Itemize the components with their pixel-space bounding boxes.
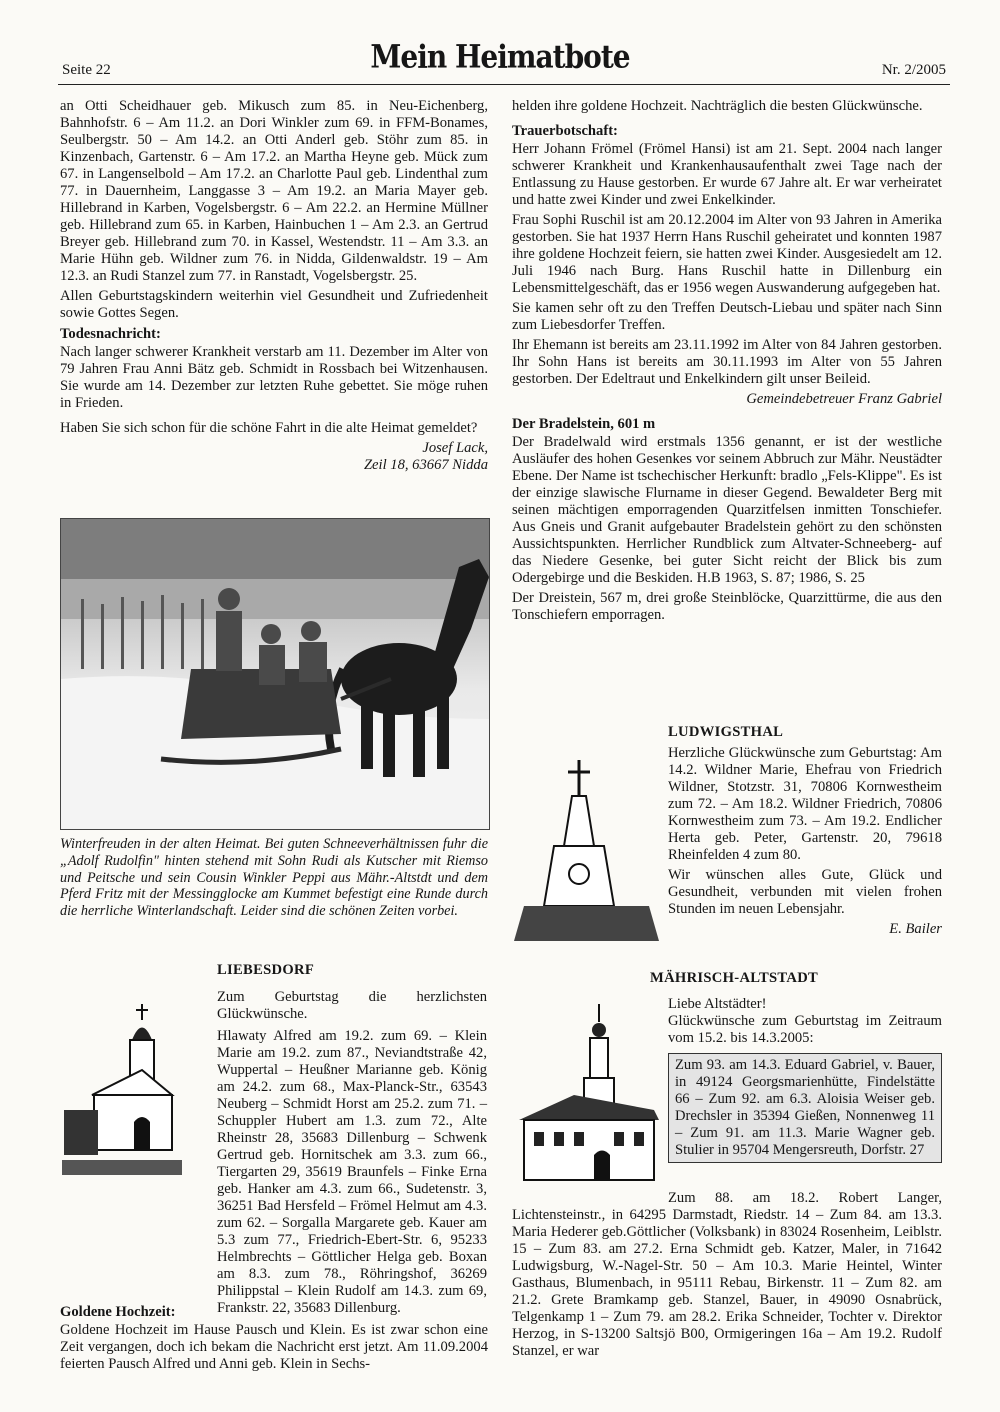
bradelstein-text: Der Bradelwald wird erstmals 1356 genannt, er ist der westliche Ausläufer des hohen Gesenkes vor seinem Abbruch zur Mähr. Neustädter Ebene. Der Name ist tschechischer Herkunft: bradlo „Fels-Klippe". Es ist der einzige slawische Flurname in dieser Gegend. Bewaldeter Berg mit seinen mächtigen emporragenden Quarzitfelsen inmitten Tonschiefer. Aus Gneis und Granit aufgebauter Bradelstein gehört zu den schönsten Aussichtspunkten. Herrlicher Rundblick zum Altvater-Schneeberg- auf das Niedere Gesenke, bei guter Sicht reicht der Blick bis zum Odergebirge und die Beskiden. H.B 1963, S. 87; 1986, S. 25 xyxy=(512,434,942,586)
liebesdorf-list: Hlawaty Alfred am 19.2. zum 69. – Klein Marie am 19.2. zum 87., Neviandtstraße 42, Wuppertal – Heußner Marianne geb. König am 24.2. zum 68., Max-Planck-Str., 63543 Neuberg – Schmidt Horst am 25.2. zum 71. – Schuppler Hubert am 1.3. zum 72., Alte Rheinstr 28, 35683 Dillenburg – Schwenk Gertrud geb. Hornitschek am 3.3. zum 66., Tiergarten 29, 35619 Braunfels – Finke Erna geb. Hanker am 4.3. zum 66., Sudetenstr. 3, 36251 Bad Hersfeld – Frömel Helmut am 4.3. zum 62. – Sorgalla Margarete geb. Kauer am 5.3 zum 77., Friedrich-Ebert-Str. 6, 95233 Helmbrechts – Göttlicher Helga geb. Boxan am 8.3. zum 78., Röhringshof, 36269 Philippstal – Klein Rudolf am 14.3. zum 69, Frankstr. 22, 35683 Dillenburg. xyxy=(217,1028,487,1316)
maehrisch-birthday-list: Zum 88. am 18.2. Robert Langer, Lichtensteinstr., in 64295 Darmstadt, Riedstr. 14 – Zum 84. am 13.3. Maria Hederer geb.Göttlicher (Volksbank) in 83024 Rosenheim, Leiblstr. 15 – Zum 83. am 27.2. Erna Schmidt geb. Katzer, Maler, in 71642 Ludwigsburg, W.-Nagel-Str. 50 – Am 10.3. Marie Heintel, Winter Gasthaus, Blumenbach, in 95111 Rebau, Birkenstr. 11 – Zum 82. am 21.2. Grete Bramkamp geb. Stanzel, Bauer, in 49090 Osnabrück, Telgenkamp 1 – Zum 79. am 28.2. Erika Schneider, Tochter v. Direktor Herzog, in S-13200 Saltsjö B00, Ormigeringen 16a – Am 19.2. Rudolf Stanzel, er war xyxy=(512,1190,942,1359)
mourning-frömel: Herr Johann Frömel (Frömel Hansi) ist am 21. Sept. 2004 nach langer schwerer Krankheit und Krankenhausaufenthalt zwei Tage nach der Entlassung zu Hause gestorben. Er wurde 67 Jahre alt. Er war verheiratet und hatte zwei Kinder und zwei Enkelkinder. xyxy=(512,141,942,208)
ludwigsthal-section xyxy=(668,724,942,938)
page-number: Seite 22 xyxy=(62,62,111,78)
maehrisch-highlight-box: Zum 93. am 14.3. Eduard Gabriel, v. Bauer, in 49124 Georgsmarienhütte, Findelstätte 66 – Zum 92. am 6.3. Aloisia Weiser geb. Drechsler in 35394 Gießen, Nonnenweg 11 – Zum 91. am 11.3. Marie Wagner geb. Stulier in 95704 Mengersreuth, Dorfstr. 27 xyxy=(668,1053,942,1163)
mourning-heading: Trauerbotschaft: xyxy=(512,123,618,139)
dreistein-text: Der Dreistein, 567 m, drei große Steinblöcke, Quarzittürme, die aus den Tonschiefern emporragen. xyxy=(512,590,942,623)
mourning-meetings: Sie kamen sehr oft zu den Treffen Deutsch-Liebau und später nach Sinn zum Liebesdorfer Treffen. xyxy=(512,300,942,333)
liebesdorf-intro: Zum Geburtstag die herzlichsten Glückwünsche. xyxy=(217,989,487,1022)
golden-wedding-heading: Goldene Hochzeit: xyxy=(60,1304,176,1320)
winter-sleigh-photo xyxy=(60,518,490,830)
header-rule xyxy=(58,84,950,85)
sleigh-photo-illustration xyxy=(61,519,489,829)
death-notice-text: Nach langer schwerer Krankheit verstarb am 11. Dezember im Alter von 79 Jahren Frau Anni Bätz geb. Schmidt in Rossbach bei Witzenhausen. Sie wurde am 14. Dezember zur letzten Ruhe gebettet. Sie möge ruhen in Frieden. xyxy=(60,344,488,411)
golden-wedding-continued: helden ihre goldene Hochzeit. Nachträglich die besten Glückwünsche. xyxy=(512,98,923,114)
issue-number: Nr. 2/2005 xyxy=(881,62,946,78)
ludwigsthal-title: LUDWIGSTHAL xyxy=(668,724,784,740)
liebesdorf-list-narrow xyxy=(217,1028,487,1317)
mourning-ruschil: Frau Sophi Ruschil ist am 20.12.2004 im Alter von 93 Jahren in Amerika gestorben. Sie hat 1937 Herrn Hans Ruschil geheiratet und konnten 1987 ihre goldene Hochzeit feiern, sie hatten zwei Kinder. Ausgesiedelt am 12. Juli 1946 nach Burg. Hans Ruschil hatte in Dillenburg ein Lebensmittelgeschäft, das er 1956 wegen Auswanderung aufgegeben hat. xyxy=(512,212,942,296)
liebesdorf-title: LIEBESDORF xyxy=(217,962,315,978)
maehrisch-altstadt-title-wrap xyxy=(650,970,942,987)
masthead-title: Mein Heimatbote xyxy=(370,37,630,76)
maehrisch-altstadt-rest xyxy=(512,1190,942,1363)
ludwigsthal-monument-drawing xyxy=(514,756,664,946)
liebesdorf-chapel-drawing xyxy=(62,1000,182,1175)
signature-address: Zeil 18, 63667 Nidda xyxy=(363,457,488,473)
birthday-list: an Otti Scheidhauer geb. Mikusch zum 85. in Neu-Eichenberg, Bahnhofstr. 6 – Am 11.2. an Dori Winkler zum 69. in FFM-Bonames, Seulbergstr. 50 – Am 14.2. an Otti Anderl geb. Stöhr zum 85. in Kinzenbach, Gartenstr. 6 – Am 17.2. an Martha Heyne geb. Mück zum 67. in Langenselbold – Am 17.2. an Charlotte Paul geb. Lindenthal zum 77. in Dauernheim, Langgasse 3 – Am 19.2. an Maria Mayer geb. Hillebrand in Karben, Vogelsbergstr. 6 – Am 22.2. an Hermine Müllner geb. Hillebrand zum 65. in Karben, Hainbuchen 1 – Am 2.3. an Gertrud Breyer geb. Hillebrand zum 70. in Kassel, Westendstr. 11 – Am 3.3. an Marie Hühn geb. Wildner zum 76. in Nidda, Gildenwaldstr. 19 – Am 12.3. an Rudi Stanzel zum 77. in Ranstadt, Vogelsbergstr. 25. xyxy=(60,98,488,284)
maehrisch-intro-text: Glückwünsche zum Geburtstag im Zeitraum vom 15.2. bis 14.3.2005: xyxy=(668,1013,942,1046)
maehrisch-altstadt-title: MÄHRISCH-ALTSTADT xyxy=(650,970,819,986)
bradelstein-heading: Der Bradelstein, 601 m xyxy=(512,416,656,432)
mourning-signature: Gemeindebetreuer Franz Gabriel xyxy=(746,391,942,407)
photo-caption: Winterfreuden in der alten Heimat. Bei guten Schneeverhältnissen fuhr die „Adolf Rudolfin" hinten stehend mit Sohn Rudi als Kutscher mit Riemso und Peitsche und sein Cousin Winkler Peppi aus Mähr.-Altstdt und dem Pferd Fritz mit der Messingglocke am Kummet befestigt eine Runde durch die herrliche Winterlandschaft. Leider sind die schönen Zeiten vorbei. xyxy=(60,836,488,919)
maehrisch-greeting: Liebe Altstädter! xyxy=(668,996,767,1012)
maehrisch-altstadt-intro xyxy=(668,996,942,1163)
golden-wedding-text: Goldene Hochzeit im Hause Pausch und Klein. Es ist zwar schon eine Zeit vergangen, doch ich bekam die Nachricht erst jetzt. Am 11.09.2004 feierten Pausch Alfred und Anni geb. Klein in Sechs- xyxy=(60,1322,488,1372)
ludwigsthal-wishes: Wir wünschen alles Gute, Glück und Gesundheit, verbunden mit vielen frohen Stunden im neuen Lebensjahr. xyxy=(668,867,942,917)
trip-question: Haben Sie sich schon für die schöne Fahrt in die alte Heimat gemeldet? xyxy=(60,420,478,436)
altstadt-church-drawing xyxy=(514,1000,664,1190)
ludwigsthal-birthdays: Herzliche Glückwünsche zum Geburtstag: Am 14.2. Wildner Marie, Ehefrau von Friedrich Wildner, Stotzstr. 31, 70806 Kornwestheim zum 72. – Am 18.2. Wildner Friedrich, 70806 Kornwestheim zum 73. – Am 19.2. Endlicher Herta geb. Peter, Gartenstr. 20, 79618 Rheinfelden 4 zum 80. xyxy=(668,745,942,863)
ludwigsthal-signature: E. Bailer xyxy=(889,921,942,937)
mourning-husband: Ihr Ehemann ist bereits am 23.11.1992 im Alter von 84 Jahren gestorben. Ihr Sohn Hans ist bereits am 30.11.1993 im Alter von 55 Jahren gestorben. Der Edeltraut und Enkelkindern gilt unser Beileid. xyxy=(512,337,942,387)
signature-name: Josef Lack, xyxy=(422,440,488,456)
right-column-top xyxy=(512,98,942,627)
death-notice-heading: Todesnachricht: xyxy=(60,326,161,342)
left-column-top xyxy=(60,98,488,474)
liebesdorf-section xyxy=(217,962,487,1026)
birthday-wishes: Allen Geburtstagskindern weiterhin viel Gesundheit und Zufriedenheit sowie Gottes Segen. xyxy=(60,288,488,321)
golden-wedding-section xyxy=(60,1300,488,1376)
